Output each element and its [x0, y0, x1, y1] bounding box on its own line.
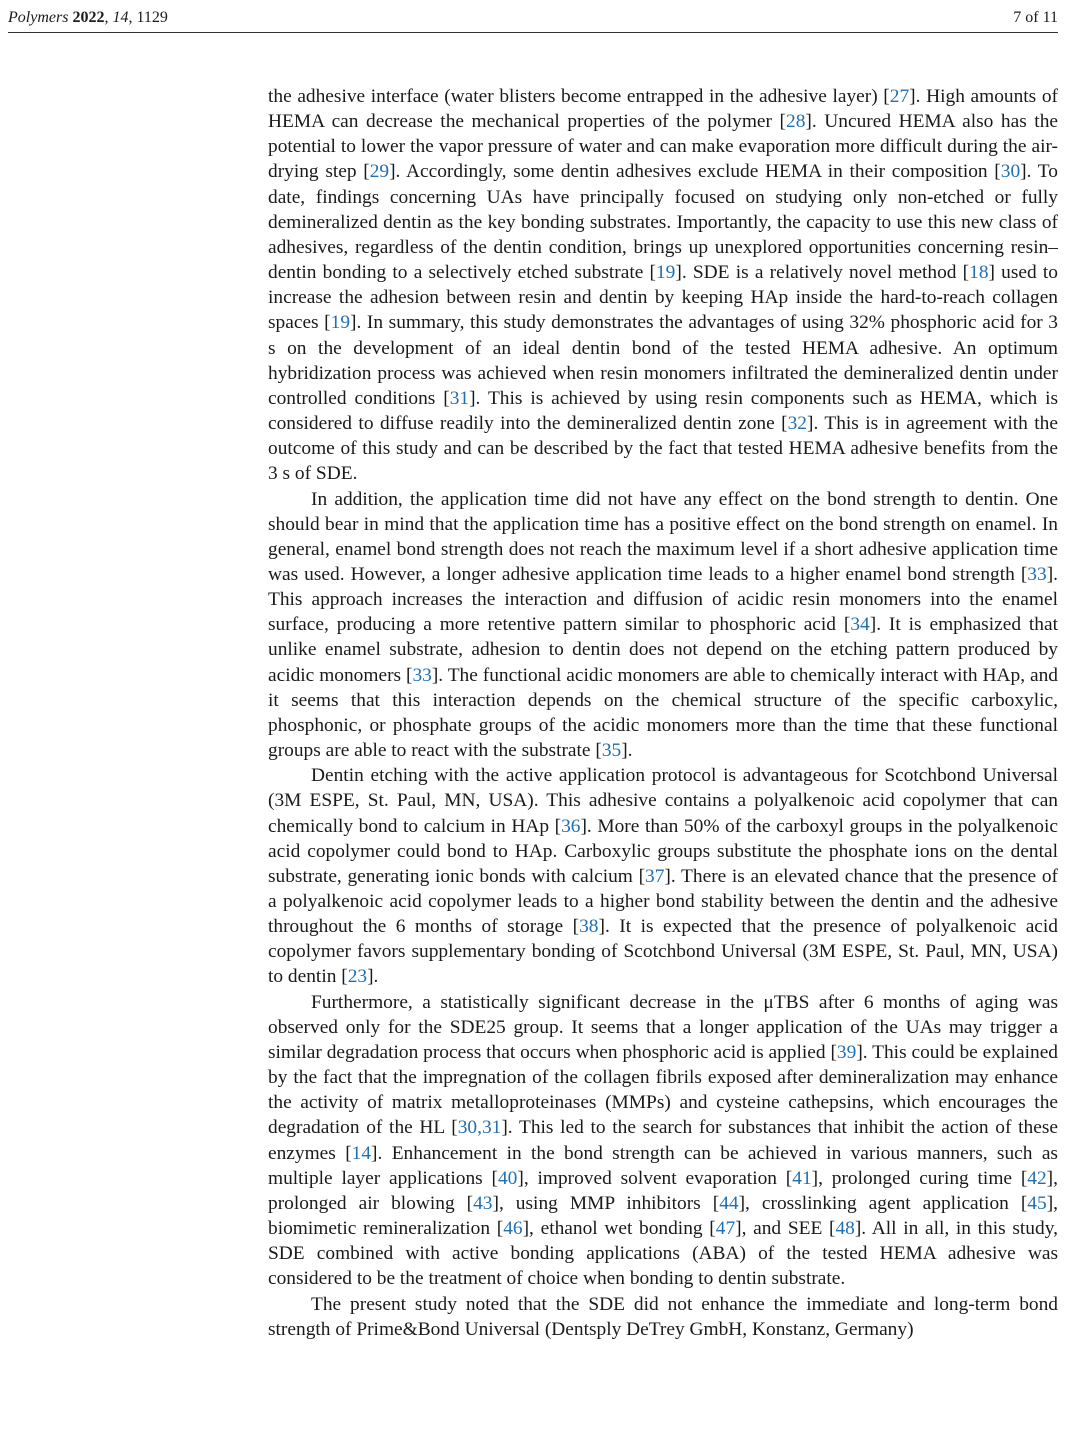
text-run: ]. This is in agreement with the outcome of this study and can be described by the fact that tested HEMA adhesive benefits from the 3 s of SDE.	[268, 413, 1058, 485]
text-run: ], biomimetic remineralization [	[268, 1192, 1058, 1240]
article-number: 1129	[136, 9, 168, 26]
text-run: ], prolonged curing time [	[811, 1167, 1028, 1189]
citation-link[interactable]: 31	[449, 387, 470, 409]
text-run: ], improved solvent evaporation [	[517, 1167, 793, 1189]
citation-link[interactable]: 38	[579, 916, 599, 938]
text-run: ].	[367, 966, 379, 988]
citation-link[interactable]: 33	[412, 664, 432, 686]
text-run: ], crosslinking agent application [	[738, 1192, 1028, 1214]
paragraph	[268, 990, 1058, 1292]
text-run: ], using MMP inhibitors [	[492, 1192, 720, 1214]
paragraph	[268, 763, 1058, 989]
text-run: the adhesive interface (water blisters become entrapped in the adhesive layer) [	[268, 86, 890, 107]
text-run: ]. More than 50% of the carboxyl groups in the polyalkenoic acid copolymer could bond to HAp. Carboxylic groups substitute the phosphate ions on the dental substrate, generating ionic bonds with calcium [	[268, 815, 1058, 887]
citation-link[interactable]: 40	[497, 1167, 518, 1189]
citation-link[interactable]: 27	[889, 86, 910, 107]
journal-volume: 14	[112, 9, 129, 26]
citation-link[interactable]: 19	[330, 312, 351, 334]
text-run: ]. High amounts of HEMA can decrease the mechanical properties of the polymer [	[268, 86, 1058, 133]
citation-link[interactable]: 14	[351, 1142, 372, 1164]
header-rule	[8, 32, 1058, 33]
page-number: 7 of 11	[1013, 9, 1058, 26]
text-run: ]. The functional acidic monomers are able to chemically interact with HAp, and it seems that this interaction depends on the chemical structure of the specific carboxylic, phosphonic, or phosphate groups of the acidic monomers more than the time that these functional groups are able to react with the substrate [	[268, 664, 1058, 762]
text-run: ]. This led to the search for substances that inhibit the action of these enzymes [	[268, 1117, 1058, 1164]
citation-link[interactable]: 48	[835, 1218, 855, 1240]
citation-link[interactable]: 34	[850, 614, 870, 636]
text-run: In addition, the application time did not have any effect on the bond strength to dentin. One should bear in mind that the application time has a positive effect on the bond strength on enamel. In general, enamel bond strength does not reach the maximum level if a short adhesive application time was used. However, a longer adhesive application time leads to a higher enamel bond strength [	[268, 488, 1058, 585]
text-run: ]. This is achieved by using resin components such as HEMA, which is considered to diffuse readily into the demineralized dentin zone [	[268, 387, 1058, 435]
paragraph	[268, 84, 1058, 487]
text-run: ]. This approach increases the interaction and diffusion of acidic resin monomers into the enamel surface, producing a more retentive pattern similar to phosphoric acid [	[268, 563, 1058, 636]
text-run: ] used to increase the adhesion between resin and dentin by keeping HAp inside the hard-to-reach collagen spaces [	[268, 262, 1059, 334]
citation-link[interactable]: 43	[473, 1192, 493, 1214]
text-run: ]. SDE is a relatively novel method [	[675, 262, 970, 284]
citation-link[interactable]: 23	[347, 966, 368, 988]
citation-link[interactable]: 39	[836, 1041, 857, 1063]
citation-link[interactable]: 29	[369, 161, 390, 183]
text-run: ]. It is expected that the presence of polyalkenoic acid copolymer favors supplementary bonding of Scotchbond Universal (3M ESPE, St. Paul, MN, USA) to dentin [	[268, 916, 1058, 988]
citation-link[interactable]: 41	[792, 1167, 812, 1189]
text-run: ]. It is emphasized that unlike enamel substrate, adhesion to dentin does not depend on the etching pattern produced by acidic monomers [	[268, 614, 1058, 686]
citation-link[interactable]: 47	[715, 1218, 736, 1240]
citation-link[interactable]: 33	[1027, 563, 1047, 585]
text-run: ]. Uncured HEMA also has the potential to lower the vapor pressure of water and can make evaporation more difficult during the air-drying step [	[268, 111, 1058, 183]
text-run: ], prolonged air blowing [	[268, 1167, 1058, 1214]
citation-link[interactable]: 32	[787, 413, 807, 435]
citation-link[interactable]: 36	[561, 815, 581, 837]
citation-link[interactable]: 18	[969, 262, 989, 284]
text-run: The present study noted that the SDE did not enhance the immediate and long-term bond strength of Prime&Bond Universal (Dentsply DeTrey GmbH, Konstanz, Germany)	[268, 1293, 1058, 1340]
page-header	[8, 4, 1058, 30]
text-run: ]. In summary, this study demonstrates the advantages of using 32% phosphoric acid for 3 s on the development of an ideal dentin bond of the tested HEMA adhesive. An optimum hybridization process was achieved when resin monomers infiltrated the demineralized dentin under controlled conditions [	[268, 312, 1058, 409]
citation-link[interactable]: 28	[786, 111, 806, 133]
journal-citation: Polymers 2022, 14, 1129	[8, 9, 168, 26]
citation-link[interactable]: 30	[1000, 161, 1021, 183]
text-run: ]. This could be explained by the fact that the impregnation of the collagen fibrils exposed after demineralization may enhance the activity of matrix metalloproteinases (MMPs) and cysteine cathepsins, which encourages the degradation of the HL [	[268, 1041, 1059, 1139]
body-text	[268, 84, 1058, 1342]
text-run: ]. To date, findings concerning UAs have principally focused on studying only non-etched or fully demineralized dentin as the key bonding substrates. Importantly, the capacity to use this new class of adhesives, regardless of the dentin condition, brings up unexplored opportunities concerning resin–dentin bonding to a selectively etched substrate [	[268, 161, 1058, 284]
text-run: ], and SEE [	[735, 1218, 836, 1240]
text-run: ]. There is an elevated chance that the presence of a polyalkenoic acid copolymer leads to a higher bond stability between the dentin and the adhesive throughout the 6 months of storage [	[268, 865, 1058, 938]
text-run: ], ethanol wet bonding [	[522, 1218, 716, 1240]
text-run: ]. Accordingly, some dentin adhesives exclude HEMA in their composition [	[389, 161, 1001, 183]
citation-link[interactable]: 30,31	[457, 1117, 502, 1139]
citation-link[interactable]: 37	[645, 865, 665, 887]
citation-link[interactable]: 44	[719, 1192, 739, 1214]
citation-link[interactable]: 46	[503, 1218, 523, 1240]
journal-year: 2022	[72, 9, 105, 26]
citation-link[interactable]: 45	[1027, 1192, 1047, 1214]
text-run: ]. All in all, in this study, SDE combined with active bonding applications (ABA) of the tested HEMA adhesive was considered to be the treatment of choice when bonding to dentin substrate.	[268, 1218, 1058, 1290]
text-run: ]. Enhancement in the bond strength can be achieved in various manners, such as multiple layer applications [	[268, 1142, 1058, 1189]
citation-link[interactable]: 35	[601, 740, 622, 762]
text-run: ].	[621, 740, 633, 762]
citation-link[interactable]: 42	[1027, 1167, 1047, 1189]
paragraph	[268, 1292, 1058, 1342]
paragraph	[268, 487, 1058, 764]
journal-name: Polymers	[8, 9, 69, 26]
citation-link[interactable]: 19	[655, 262, 676, 284]
text-run: Furthermore, a statistically significant decrease in the μTBS after 6 months of aging was observed only for the SDE25 group. It seems that a longer application of the UAs may trigger a similar degradation process that occurs when phosphoric acid is applied [	[268, 991, 1058, 1063]
text-run: Dentin etching with the active application protocol is advantageous for Scotchbond Universal (3M ESPE, St. Paul, MN, USA). This adhesive contains a polyalkenoic acid copolymer that can chemically bond to calcium in HAp [	[268, 765, 1058, 837]
